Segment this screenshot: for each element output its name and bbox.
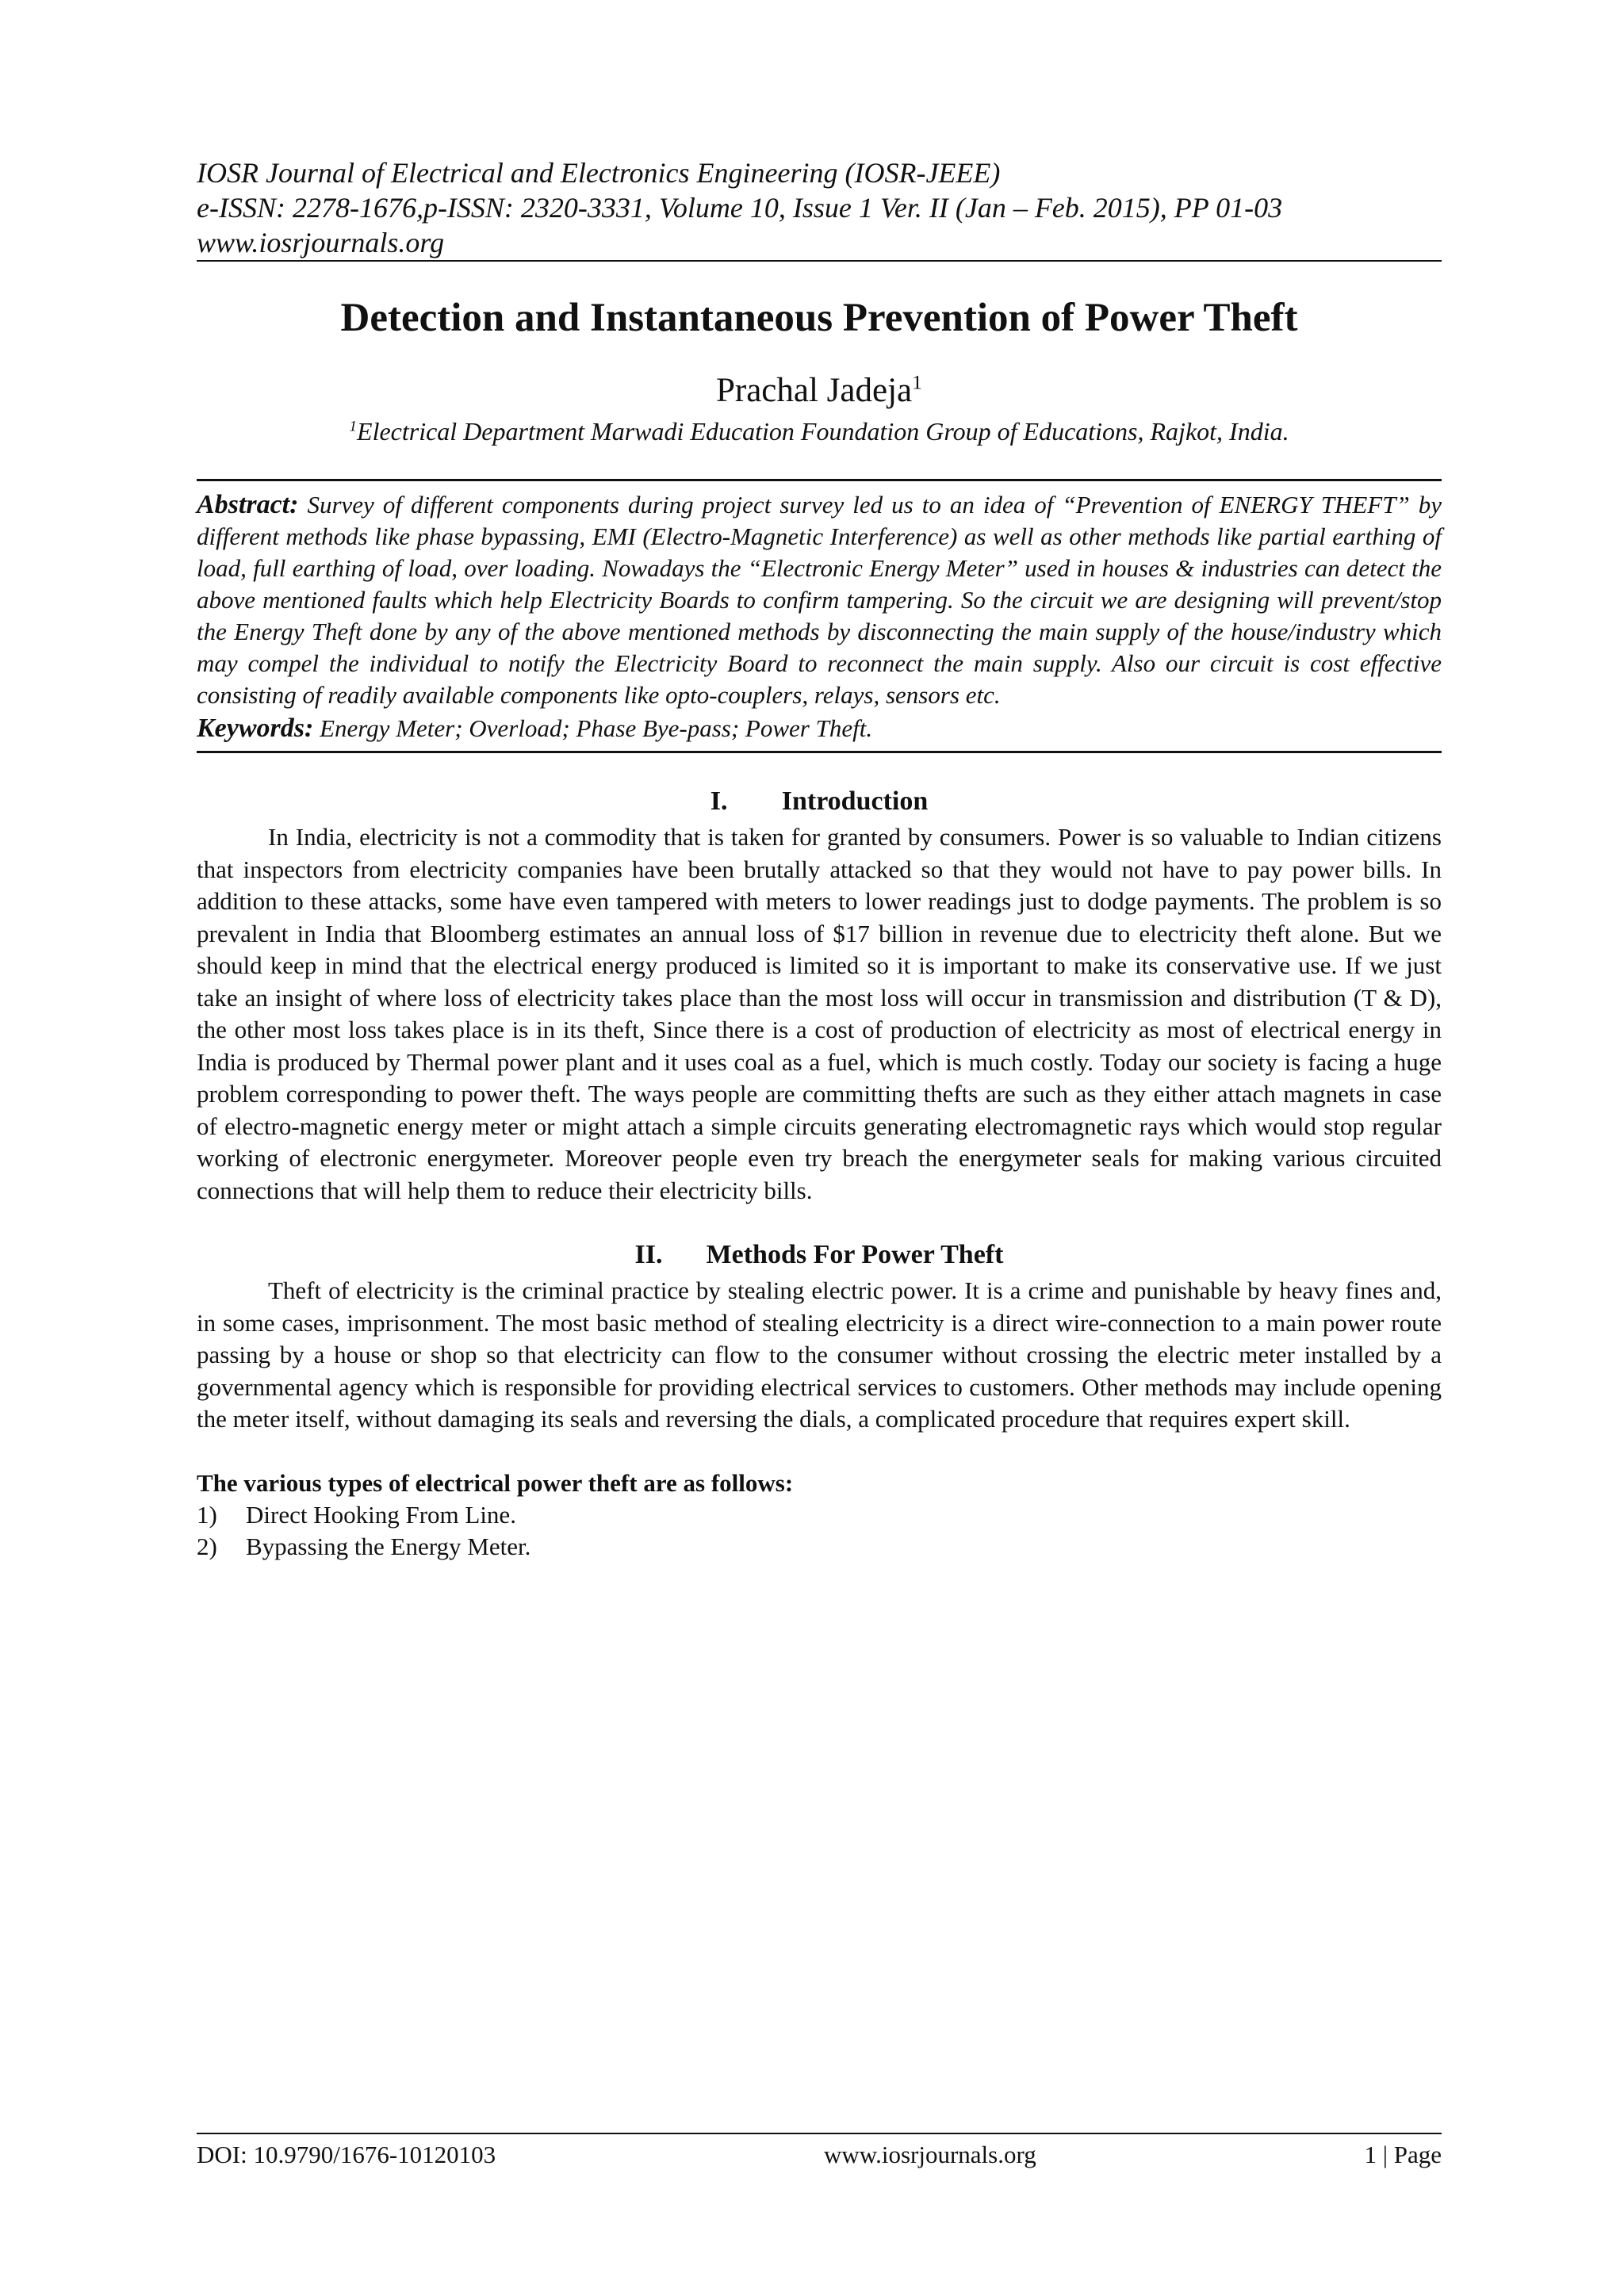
section-paragraph: In India, electricity is not a commodity that is taken for granted by consumers. Power is so valuable to Indian citizens that inspectors from electricity companies have been brutally attacked so that they would not have to pay power bills. In addition to these attacks, some have even tampered with meters to lower readings just to dodge payments. The problem is so prevalent in India that Bloomberg estimates an annual loss of $17 billion in revenue due to electricity theft alone. But we should keep in mind that the electrical energy produced is limited so it is important to make its conservative use. If we just take an insight of where loss of electricity takes place than the most loss will occur in transmission and distribution (T & D), the other most loss takes place is in its theft, Since there is a cost of production of electricity as most of electrical energy in India is produced by Thermal power plant and it uses coal as a fuel, which is much costly. Today our society is facing a huge problem corresponding to power theft. The ways people are committing thefts are such as they either attach magnets in case of electro-magnetic energy meter or might attach a simple circuits generating electromagnetic rays which would stop regular working of electronic energymeter. Moreover people even try breach the energymeter seals for making various circuited connections that will help them to reduce their electricity bills.: [197, 823, 1442, 1204]
footer-site: www.iosrjournals.org: [823, 2141, 1036, 2168]
affiliation-superscript: 1: [349, 418, 358, 435]
keywords-text: Energy Meter; Overload; Phase Bye-pass; Power Theft.: [313, 714, 873, 742]
keywords: [197, 713, 1442, 744]
abstract-label: Abstract:: [197, 490, 299, 519]
footer-page-number: 1 | Page: [1364, 2141, 1442, 2168]
journal-url: www.iosrjournals.org: [197, 227, 445, 258]
section-title: Introduction: [781, 786, 929, 816]
abstract: [197, 489, 1442, 711]
section-heading: [197, 785, 1442, 818]
section-methods: [197, 1238, 1442, 1436]
keywords-label: Keywords:: [197, 714, 314, 743]
section-title: Methods For Power Theft: [706, 1240, 1004, 1269]
journal-name: IOSR Journal of Electrical and Electronics Engineering (IOSR-JEEE): [197, 157, 1001, 189]
list-text: Bypassing the Energy Meter.: [246, 1532, 531, 1560]
section-heading: [197, 1238, 1442, 1272]
affiliation: Electrical Department Marwadi Education Foundation Group of Educations, Rajkot, India.: [357, 417, 1289, 446]
paper-page: [197, 155, 1442, 1563]
theft-types-list: [197, 1468, 1442, 1563]
header-rule: [197, 260, 1442, 262]
list-number: 2): [197, 1532, 217, 1560]
author-line: [197, 371, 1442, 411]
section-number: II.: [634, 1240, 663, 1269]
section-number: I.: [710, 786, 728, 816]
list-heading: The various types of electrical power theft are as follows:: [197, 1468, 794, 1497]
list-item: [197, 1499, 1442, 1531]
list-item: [197, 1531, 1442, 1563]
author-name: Prachal Jadeja: [715, 372, 913, 409]
author-superscript: 1: [912, 370, 923, 394]
section-paragraph: Theft of electricity is the criminal practice by stealing electric power. It is a crime and punishable by heavy fines and, in some cases, imprisonment. The most basic method of stealing electricity is a direct wire-connection to a main power route passing by a house or shop so that electricity can flow to the consumer without crossing the electric meter installed by a governmental agency which is responsible for providing electrical services to customers. Other methods may include opening the meter itself, without damaging its seals and reversing the dials, a complicated procedure that requires expert skill.: [197, 1276, 1442, 1433]
abstract-text: Survey of different components during project survey led us to an idea of “Prevention of ENERGY THEFT” by different methods like phase bypassing, EMI (Electro-Magnetic Interference) as well as other methods like partial earthing of load, full earthing of load, over loading. Nowadays the “Electronic Energy Meter” used in houses & industries can detect the above mentioned faults which help Electricity Boards to confirm tampering. So the circuit we are designing will prevent/stop the Energy Theft done by any of the above mentioned methods by disconnecting the main supply of the house/industry which may compel the individual to notify the Electricity Board to reconnect the main supply. Also our circuit is cost effective consisting of readily available components like opto-couplers, relays, sensors etc.: [197, 491, 1442, 709]
affiliation-line: [197, 415, 1442, 447]
journal-header: [197, 155, 1442, 260]
list-text: Direct Hooking From Line.: [246, 1500, 516, 1529]
journal-issn: e-ISSN: 2278-1676,p-ISSN: 2320-3331, Volume 10, Issue 1 Ver. II (Jan – Feb. 2015), PP 01-03: [197, 192, 1283, 224]
footer-doi: DOI: 10.9790/1676-10120103: [197, 2141, 496, 2168]
paper-title: Detection and Instantaneous Prevention of Power Theft: [340, 296, 1298, 340]
abstract-block: [197, 479, 1442, 753]
page-footer: [197, 2133, 1442, 2171]
section-introduction: [197, 785, 1442, 1207]
list-number: 1): [197, 1500, 217, 1529]
